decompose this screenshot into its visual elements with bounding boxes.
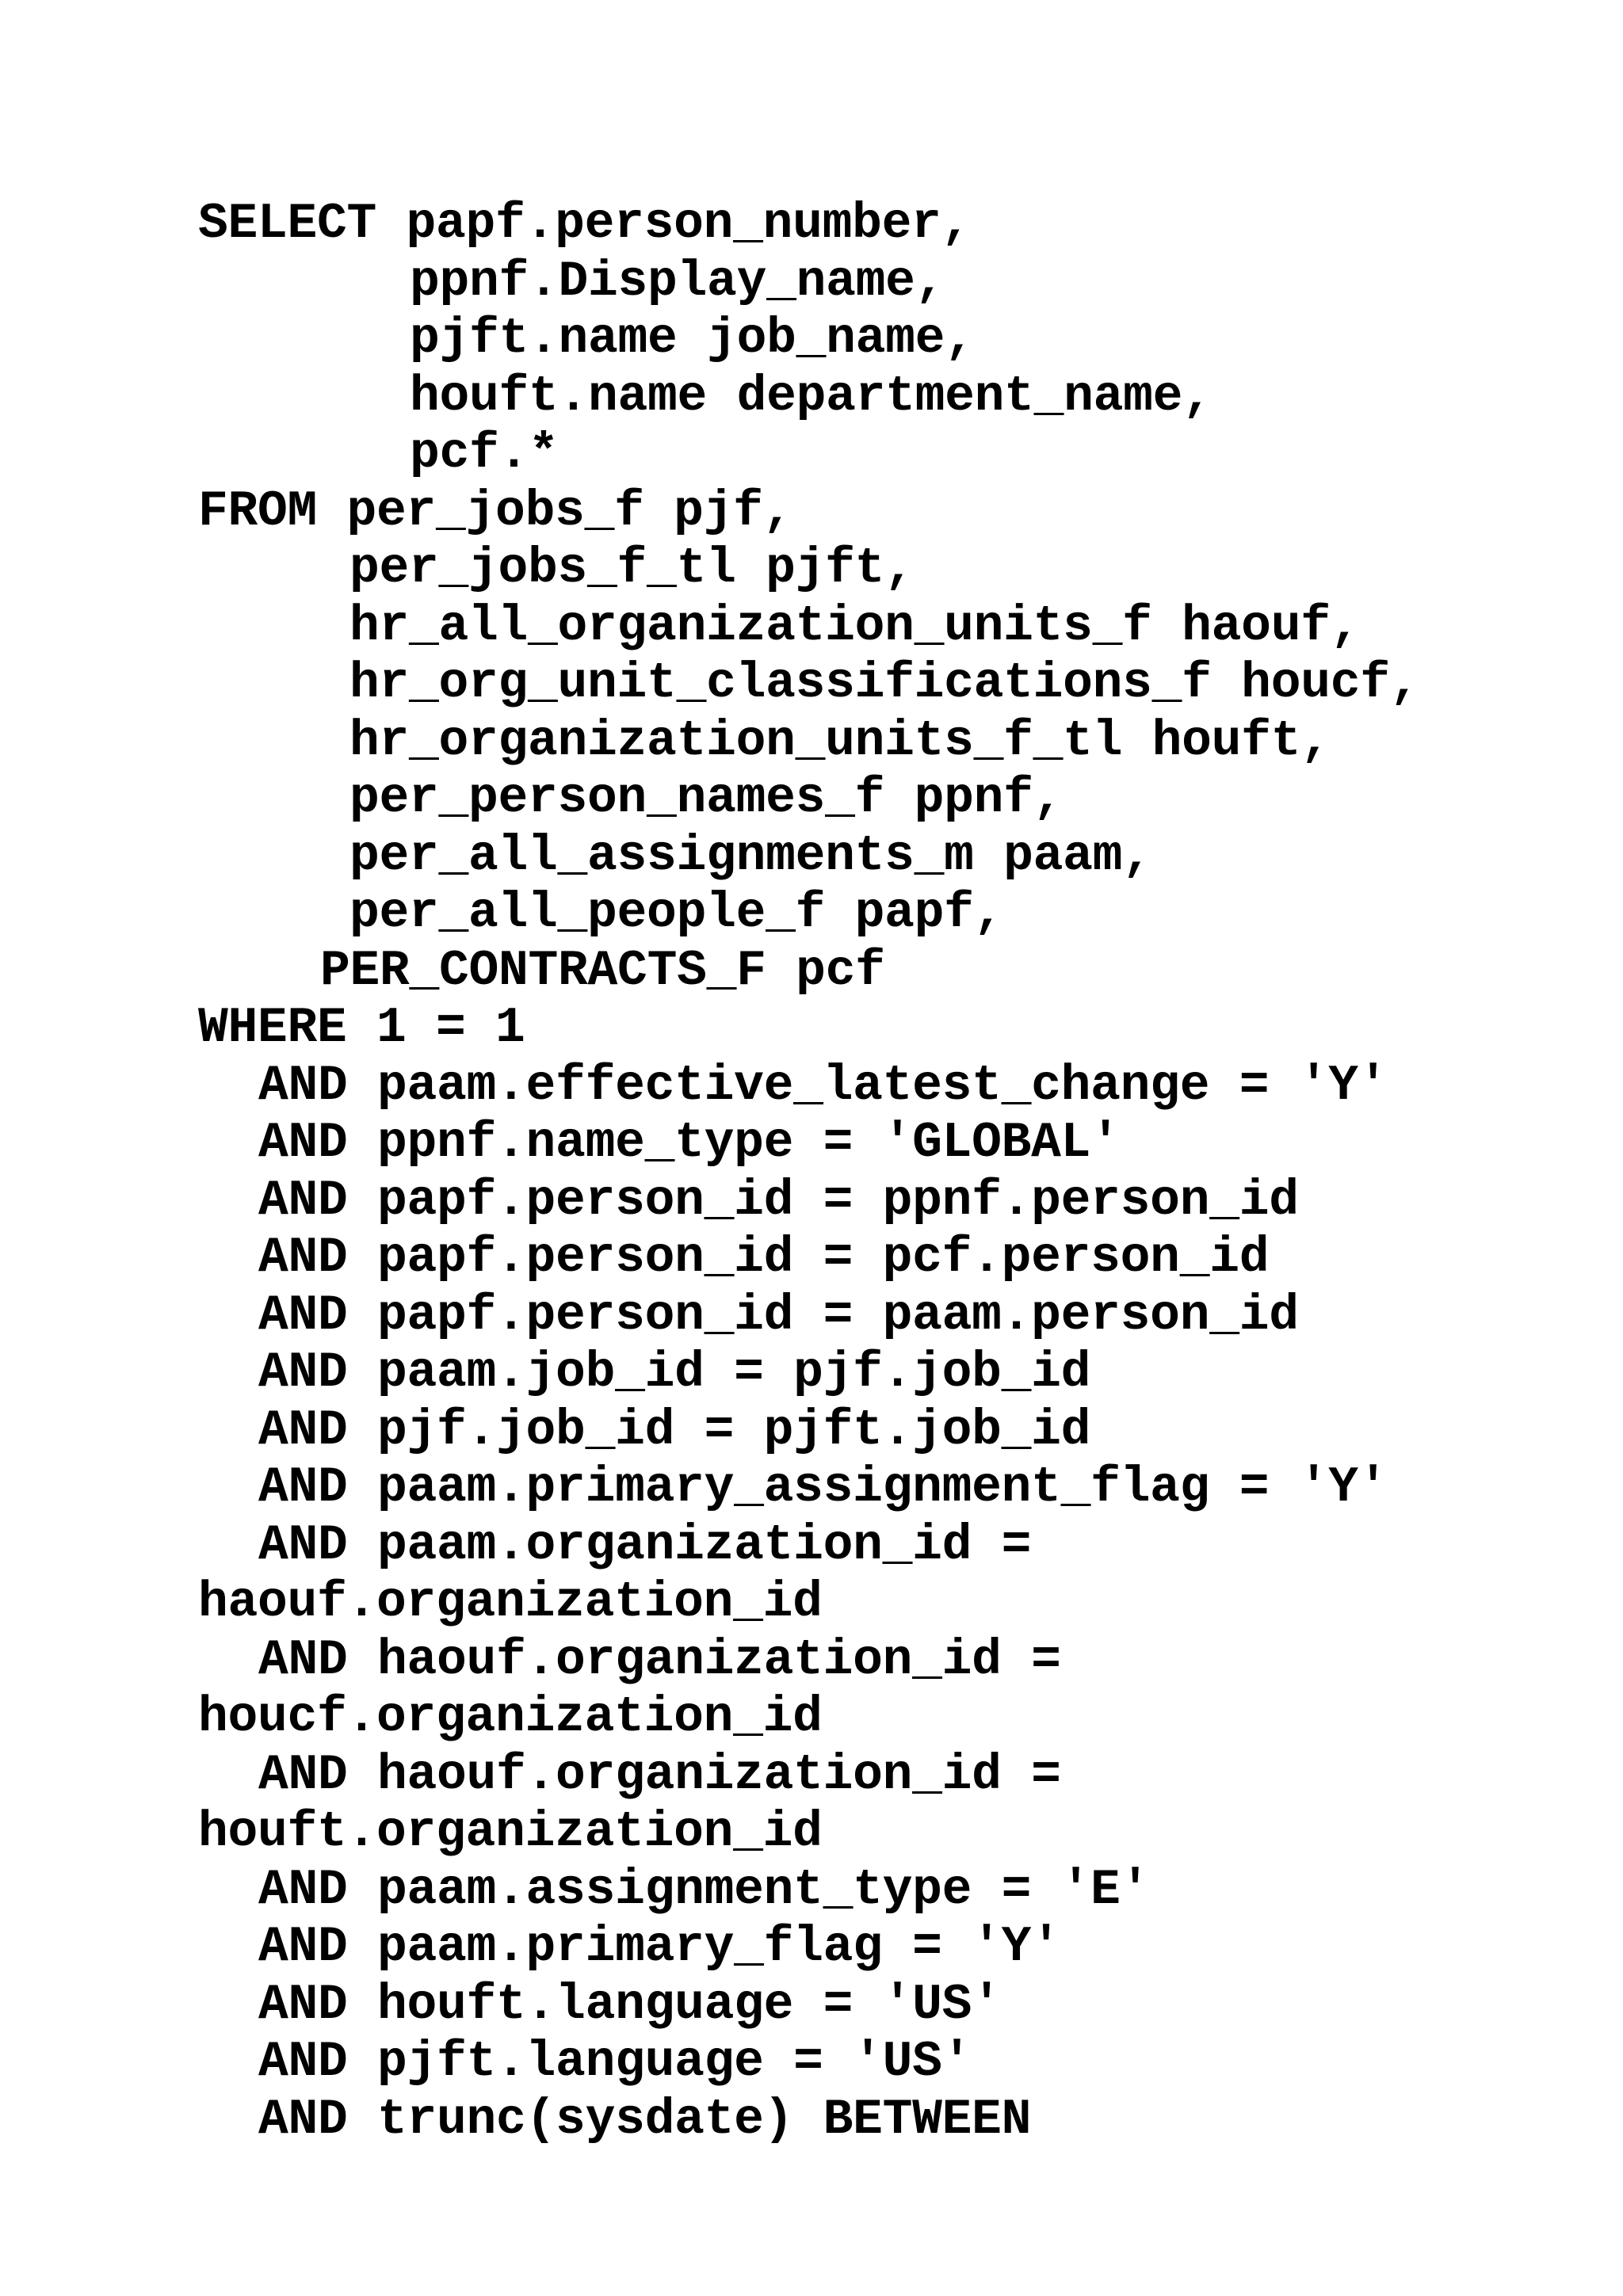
code-line bbox=[0, 713, 1623, 771]
code-line bbox=[0, 1058, 1623, 1116]
code-line-text: AND trunc(sysdate) BETWEEN bbox=[258, 2091, 1032, 2148]
code-line bbox=[0, 483, 1623, 541]
code-line bbox=[0, 196, 1623, 254]
code-line bbox=[0, 1862, 1623, 1920]
code-line bbox=[0, 1747, 1623, 1805]
code-line bbox=[0, 1574, 1623, 1632]
code-line bbox=[0, 1804, 1623, 1862]
code-line-text: AND paam.primary_assignment_flag = 'Y' bbox=[258, 1459, 1388, 1516]
code-line bbox=[0, 1459, 1623, 1517]
code-line bbox=[0, 885, 1623, 943]
code-line bbox=[0, 1402, 1623, 1460]
code-line-text: AND papf.person_id = ppnf.person_id bbox=[258, 1172, 1299, 1229]
code-line bbox=[0, 1115, 1623, 1173]
code-line-text: houcf.organization_id bbox=[198, 1689, 823, 1745]
code-line-text: ppnf.Display_name, bbox=[410, 253, 945, 310]
code-line-text: AND papf.person_id = pcf.person_id bbox=[258, 1230, 1270, 1286]
code-line-text: AND papf.person_id = paam.person_id bbox=[258, 1287, 1299, 1344]
code-line bbox=[0, 828, 1623, 886]
code-line-text: houft.organization_id bbox=[198, 1804, 823, 1860]
code-line-text: FROM per_jobs_f pjf, bbox=[198, 482, 793, 540]
code-line-text: AND pjft.language = 'US' bbox=[258, 2034, 972, 2090]
code-line-text: AND haouf.organization_id = bbox=[258, 1631, 1061, 1688]
code-line-text: per_all_people_f papf, bbox=[349, 885, 1004, 941]
code-line bbox=[0, 1689, 1623, 1747]
code-line-text: per_jobs_f_tl pjft, bbox=[349, 540, 915, 597]
code-line bbox=[0, 1344, 1623, 1402]
code-line bbox=[0, 368, 1623, 426]
code-line bbox=[0, 1173, 1623, 1230]
code-line bbox=[0, 598, 1623, 656]
code-line bbox=[0, 425, 1623, 483]
code-line bbox=[0, 1977, 1623, 2035]
code-line bbox=[0, 943, 1623, 1001]
code-line bbox=[0, 254, 1623, 311]
code-line-text: hr_all_organization_units_f haouf, bbox=[349, 597, 1361, 654]
code-line bbox=[0, 2034, 1623, 2092]
code-line bbox=[0, 1632, 1623, 1690]
code-line bbox=[0, 311, 1623, 368]
code-line-text: AND paam.assignment_type = 'E' bbox=[258, 1861, 1151, 1918]
code-line-text: AND ppnf.name_type = 'GLOBAL' bbox=[258, 1115, 1121, 1171]
code-line bbox=[0, 770, 1623, 828]
code-line-text: AND haouf.organization_id = bbox=[258, 1746, 1061, 1803]
code-line-text: AND paam.primary_flag = 'Y' bbox=[258, 1919, 1061, 1975]
code-line bbox=[0, 1517, 1623, 1575]
code-line-text: WHERE 1 = 1 bbox=[198, 1000, 525, 1056]
code-line-text: AND paam.effective_latest_change = 'Y' bbox=[258, 1057, 1388, 1114]
code-line bbox=[0, 1000, 1623, 1058]
code-line-text: pjft.name job_name, bbox=[410, 311, 975, 367]
code-line-text: per_all_assignments_m paam, bbox=[349, 827, 1152, 884]
code-line-text: hr_organization_units_f_tl houft, bbox=[349, 712, 1331, 769]
code-line-text: AND houft.language = 'US' bbox=[258, 1976, 1002, 2033]
sql-code-block bbox=[0, 196, 1623, 2149]
code-line bbox=[0, 1230, 1623, 1287]
code-line bbox=[0, 1919, 1623, 1977]
code-line-text: SELECT papf.person_number, bbox=[198, 196, 972, 252]
code-line bbox=[0, 1287, 1623, 1345]
code-line bbox=[0, 540, 1623, 598]
code-line-text: houft.name department_name, bbox=[410, 368, 1212, 425]
code-line-text: PER_CONTRACTS_F pcf bbox=[320, 942, 885, 999]
code-line-text: haouf.organization_id bbox=[198, 1574, 823, 1630]
code-line-text: per_person_names_f ppnf, bbox=[349, 770, 1064, 826]
code-line bbox=[0, 2092, 1623, 2149]
code-line-text: AND paam.job_id = pjf.job_id bbox=[258, 1344, 1091, 1401]
code-line-text: pcf.* bbox=[410, 425, 559, 482]
code-line-text: AND pjf.job_id = pjft.job_id bbox=[258, 1402, 1091, 1459]
code-line bbox=[0, 655, 1623, 713]
code-line-text: hr_org_unit_classifications_f houcf, bbox=[349, 655, 1420, 711]
code-line-text: AND paam.organization_id = bbox=[258, 1516, 1032, 1573]
